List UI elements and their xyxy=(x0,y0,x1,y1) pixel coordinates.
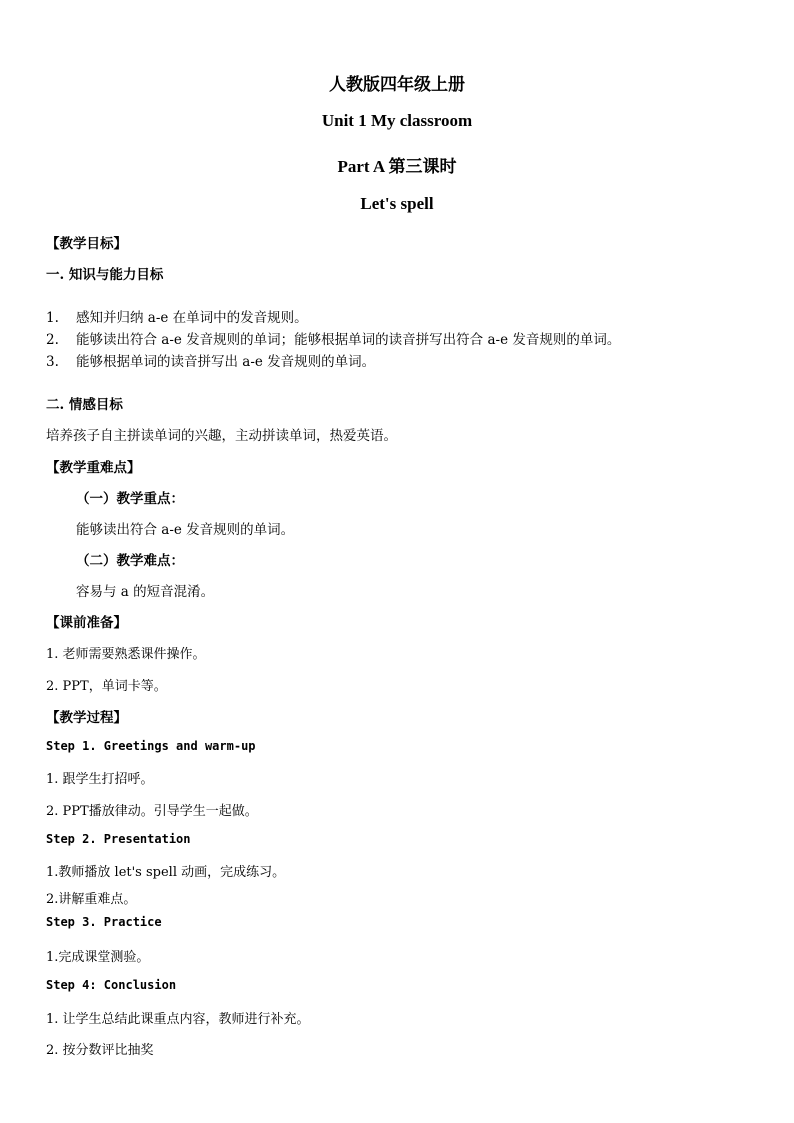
focus-text: 能够读出符合 a-e 发音规则的单词。 xyxy=(76,522,295,538)
knowledge-heading: 一. 知识与能力目标 xyxy=(46,267,164,283)
emotion-text: 培养孩子自主拼读单词的兴趣，主动拼读单词，热爱英语。 xyxy=(46,428,397,444)
item-text: 能够读出符合 a-e 发音规则的单词；能够根据单词的读音拼写出符合 a-e 发音规则的单词。 xyxy=(76,332,621,348)
step2-item: 1.教师播放 let's spell 动画，完成练习。 xyxy=(46,865,286,880)
step4-item: 1. 让学生总结此课重点内容，教师进行补充。 xyxy=(46,1012,310,1027)
preparation-item: 2. PPT，单词卡等。 xyxy=(46,679,167,694)
knowledge-item xyxy=(46,350,375,370)
item-text: 感知并归纳 a-e 在单词中的发音规则。 xyxy=(76,310,308,326)
knowledge-item xyxy=(46,306,308,326)
step4-title: Step 4: Conclusion xyxy=(46,978,177,992)
step3-item: 1.完成课堂测验。 xyxy=(46,950,150,965)
step2-title: Step 2. Presentation xyxy=(46,832,191,846)
process-heading: 【教学过程】 xyxy=(46,710,127,726)
item-number: 3. xyxy=(46,354,59,370)
item-text: 能够根据单词的读音拼写出 a-e 发音规则的单词。 xyxy=(76,354,376,370)
knowledge-item xyxy=(46,328,620,348)
item-number: 1. xyxy=(46,310,59,326)
step1-item: 2. PPT播放律动。引导学生一起做。 xyxy=(46,804,258,819)
emotion-heading: 二. 情感目标 xyxy=(46,397,123,413)
preparation-heading: 【课前准备】 xyxy=(46,615,127,631)
step3-title: Step 3. Practice xyxy=(46,915,162,929)
lesson-title: Let's spell xyxy=(360,194,434,213)
item-number: 2. xyxy=(46,332,59,348)
part-title: Part A 第三课时 xyxy=(337,157,457,176)
unit-title: Unit 1 My classroom xyxy=(321,111,473,130)
objectives-heading: 【教学目标】 xyxy=(46,236,127,252)
book-title: 人教版四年级上册 xyxy=(329,75,465,94)
focus-heading: （一）教学重点： xyxy=(76,491,184,507)
step2-item: 2.讲解重难点。 xyxy=(46,892,137,907)
step1-title: Step 1. Greetings and warm-up xyxy=(46,739,256,753)
difficulty-heading: （二）教学难点： xyxy=(76,553,184,569)
difficulty-text: 容易与 a 的短音混淆。 xyxy=(76,584,215,600)
step1-item: 1. 跟学生打招呼。 xyxy=(46,772,154,787)
key-points-heading: 【教学重难点】 xyxy=(46,460,141,476)
step4-item: 2. 按分数评比抽奖 xyxy=(46,1043,154,1058)
preparation-item: 1. 老师需要熟悉课件操作。 xyxy=(46,647,206,662)
